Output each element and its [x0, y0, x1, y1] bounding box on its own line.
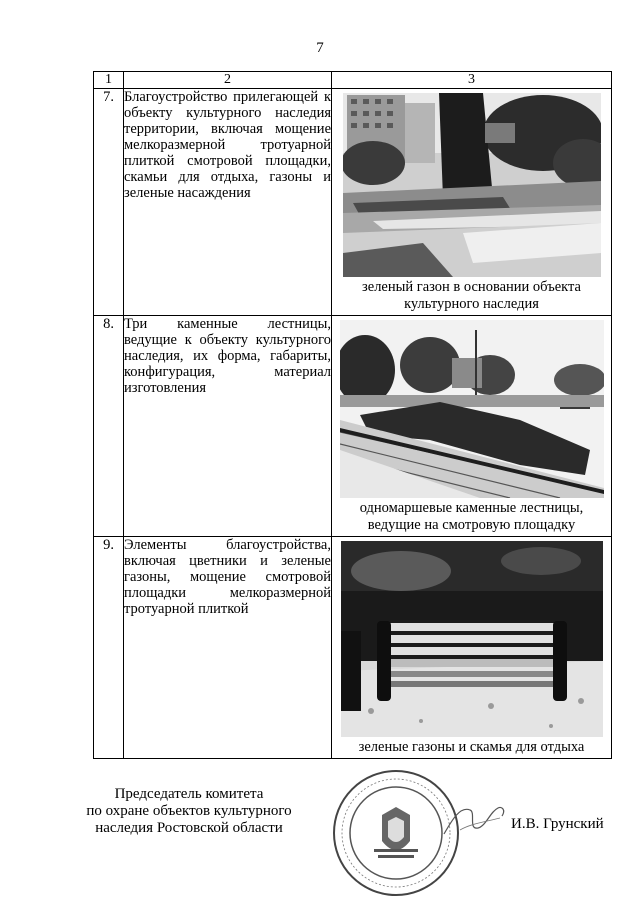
monument-base-lawn-photo	[343, 93, 601, 277]
row-number: 9.	[94, 537, 124, 759]
row-description: Три каменные лестницы, ведущие к объекту культурного наследия, их форма, габариты, конфигурация, материал изготовления	[124, 316, 332, 537]
position-line: по охране объектов культурного	[86, 803, 292, 819]
row-photo-cell	[332, 89, 612, 316]
table-row	[94, 316, 612, 537]
signatory-name: И.В. Грунский	[511, 816, 604, 832]
row-description: Элементы благоустройства, включая цветники и зеленые газоны, мощение смотровой площадки мелкоразмерной тротуарной плиткой	[124, 537, 332, 759]
signature-icon	[440, 800, 510, 840]
header-col-1: 1	[94, 72, 124, 89]
photo-caption: зеленый газон в основании объекта культурного наследия	[362, 279, 581, 312]
table-row	[94, 89, 612, 316]
row-photo-cell	[332, 316, 612, 537]
stone-stairs-photo	[340, 320, 604, 498]
photo-caption: одномаршевые каменные лестницы, ведущие на смотровую площадку	[359, 500, 584, 533]
row-number: 8.	[94, 316, 124, 537]
heritage-table	[93, 71, 612, 759]
table-row	[94, 537, 612, 759]
row-number: 7.	[94, 89, 124, 316]
position-line: Председатель комитета	[114, 786, 264, 802]
header-col-3: 3	[332, 72, 612, 89]
row-description: Благоустройство прилегающей к объекту культурного наследия территории, включая мощение мелкоразмерной тротуарной плиткой смотровой площадки, скамьи для отдыха, газоны и зеленые насаждения	[124, 89, 332, 316]
table-header-row	[94, 72, 612, 89]
header-col-2: 2	[124, 72, 332, 89]
signatory-position	[64, 786, 314, 837]
park-bench-photo	[341, 541, 603, 737]
row-photo-cell	[332, 537, 612, 759]
page-number: 7	[316, 40, 324, 56]
photo-caption: зеленые газоны и скамья для отдыха	[358, 739, 585, 755]
position-line: наследия Ростовской области	[95, 820, 283, 836]
